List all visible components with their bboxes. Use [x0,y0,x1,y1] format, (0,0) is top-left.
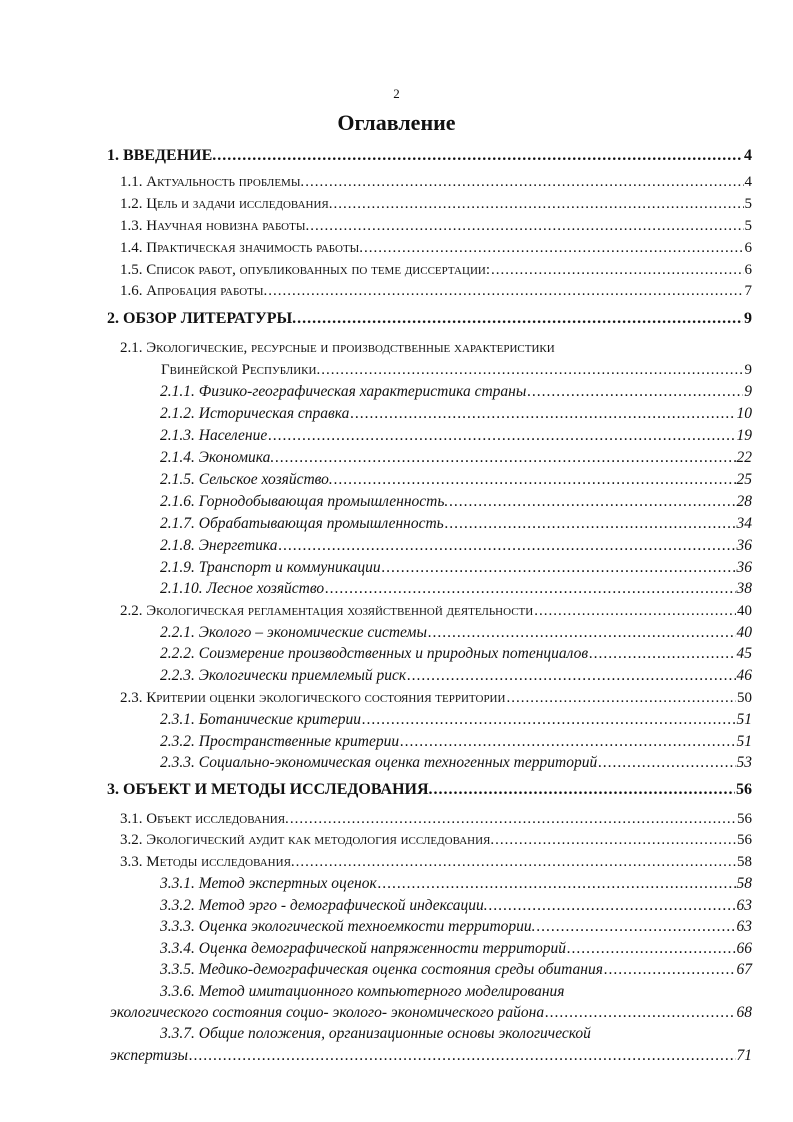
toc-entry-title: 2.3. Критерии оценки экологического состояния территории [120,690,506,706]
toc-entry-page: 63 [736,897,752,914]
toc-entry[interactable] [160,896,752,916]
dot-leader [495,830,736,850]
toc-entry-title: 1. ВВЕДЕНИЕ. [107,147,217,164]
toc-entry-page: 56 [737,832,752,848]
toc-entry-continuation[interactable] [110,1046,752,1066]
dot-leader [321,360,743,380]
toc-entry-page: 19 [736,427,752,444]
toc-entry-page: 5 [744,218,752,234]
toc-entry[interactable] [160,644,752,664]
toc-entry-page: 66 [736,940,752,957]
toc-entry-title: 2.1.4. Экономика. [160,449,275,466]
toc-entry-page: 46 [736,667,752,684]
dot-leader [334,470,736,490]
toc-entry-title: 3.3.3. Оценка экологической техноемкости территории. [160,918,536,935]
toc-entry-page: 6 [744,240,752,256]
toc-entry-page: 45 [736,645,752,662]
toc-entry-title: 1.5. Список работ, опубликованных по теме диссертации: [120,262,490,278]
toc-entry[interactable] [160,874,752,894]
toc-entry[interactable] [107,309,752,329]
page-number: 2 [393,86,400,101]
toc-entry-title: 2.2.1. Эколого – экономические системы [160,624,427,641]
toc-entry-page: 34 [736,515,752,532]
toc-entry-page: 10 [736,405,752,422]
toc-entry-title: 2.2. Экологическая регламентация хозяйственной деятельности [120,603,534,619]
toc-entry-page: 68 [736,1004,752,1021]
dot-leader [506,688,736,708]
dot-leader [275,448,735,468]
dot-leader [189,1046,735,1066]
dot-leader [449,492,735,512]
toc-entry[interactable] [160,382,752,402]
toc-entry[interactable] [120,601,752,621]
toc-entry[interactable] [160,623,752,643]
toc-entry[interactable] [107,146,752,166]
toc-entry[interactable] [120,238,752,258]
toc-entry-continuation[interactable] [110,1003,752,1023]
toc-entry-title: 3.2. Экологический аудит как методология исследования. [120,832,495,848]
toc-entry-page: 9 [744,383,752,400]
toc-entry-title: 2.1.2. Историческая справка [160,405,350,422]
dot-leader [491,260,744,280]
dot-leader [305,172,743,192]
toc-entry-title-continuation: экспертизы [110,1047,189,1064]
toc-entry-title: 3.3.7. Общие положения, организационные основы экологической [160,1025,591,1042]
toc-entry-page: 36 [736,537,752,554]
toc-entry-title: 1.1. Актуальность проблемы. [120,174,305,190]
toc-entry-page: 71 [736,1047,752,1064]
toc-entry-page: 28 [736,493,752,510]
toc-entry[interactable] [120,216,752,236]
toc-entry-title: 2.1.3. Население [160,427,268,444]
dot-leader [325,579,735,599]
dot-leader [434,780,735,800]
toc-entry[interactable] [160,558,752,578]
toc-entry-page: 6 [744,262,752,278]
toc-entry[interactable] [160,579,752,599]
dot-leader [489,896,736,916]
toc-entry-page: 50 [737,690,752,706]
dot-leader [297,309,743,329]
toc-entry-title: 2.3.3. Социально-экономическая оценка техногенных территорий [160,754,598,771]
toc-entry-title: 3.3.2. Метод эрго - демографической индексации. [160,897,488,914]
dot-leader [567,939,736,959]
toc-entry[interactable] [160,1024,591,1044]
toc-entry-page: 9 [744,362,752,378]
toc-entry-title: 2.1.6. Горнодобывающая промышленность. [160,493,449,510]
dot-leader [382,558,736,578]
page-title: Оглавление [337,110,456,135]
toc-entry-page: 56 [737,811,752,827]
toc-entry[interactable] [120,281,752,301]
toc-entry-title: 2.1.10. Лесное хозяйство [160,580,325,597]
dot-leader [217,146,743,166]
toc-entry-title: 2.3.1. Ботанические критерии [160,711,361,728]
toc-entry[interactable] [120,260,752,280]
dot-leader [598,753,735,773]
toc-entry-title: 3.3.4. Оценка демографической напряженности территорий [160,940,566,957]
dot-leader [428,623,736,643]
toc-entry-page: 58 [736,875,752,892]
toc-entry[interactable] [107,780,752,800]
toc-entry[interactable] [160,514,752,534]
toc-entry[interactable] [120,809,752,829]
toc-entry[interactable] [160,426,752,446]
dot-leader [445,514,736,534]
toc-entry[interactable] [120,338,555,358]
toc-entry-continuation[interactable] [161,360,752,380]
toc-entry[interactable] [120,852,752,872]
dot-leader [378,874,736,894]
toc-entry-page: 22 [736,449,752,466]
toc-entry[interactable] [160,939,752,959]
toc-entry[interactable] [160,404,752,424]
dot-leader [364,238,743,258]
toc-entry[interactable] [120,194,752,214]
toc-entry-page: 58 [737,854,752,870]
dot-leader [537,917,736,937]
toc-entry-title-continuation: экологического состояния социо- эколого- экономического района [110,1004,545,1021]
dot-leader [296,852,736,872]
dot-leader [604,960,736,980]
toc-entry[interactable] [160,753,752,773]
toc-entry-title: 3.3. Методы исследования. [120,854,295,870]
toc-entry-page: 63 [736,918,752,935]
toc-entry-page: 56 [736,781,752,798]
dot-leader [362,710,736,730]
toc-entry-page: 51 [736,733,752,750]
toc-entry-page: 40 [736,624,752,641]
dot-leader [290,809,736,829]
toc-entry-title: 3. ОБЪЕКТ И МЕТОДЫ ИССЛЕДОВАНИЯ. [107,781,433,798]
toc-entry-page: 67 [736,961,752,978]
toc-entry-title: 1.4. Практическая значимость работы. [120,240,364,256]
toc-entry-title: 2.2.2. Соизмерение производственных и природных потенциалов [160,645,589,662]
toc-entry-title: 1.6. Апробация работы. [120,283,268,299]
dot-leader [350,404,735,424]
toc-entry-page: 51 [736,711,752,728]
dot-leader [527,382,743,402]
toc-entry-page: 5 [744,196,752,212]
dot-leader [534,601,736,621]
toc-entry-title: 2.1.5. Сельское хозяйство. [160,471,333,488]
dot-leader [589,644,735,664]
toc-entry[interactable] [160,960,752,980]
toc-entry-page: 38 [736,580,752,597]
dot-leader [310,216,743,236]
dot-leader [268,281,743,301]
toc-entry-title: 1.2. Цель и задачи исследования. [120,196,333,212]
toc-entry-page: 4 [744,174,752,190]
toc-entry-title: 2.2.3. Экологически приемлемый риск [160,667,407,684]
toc-entry-title-continuation: Гвинейской Республики. [161,362,321,378]
toc-entry-title: 2. ОБЗОР ЛИТЕРАТУРЫ. [107,310,297,327]
toc-entry[interactable] [160,492,752,512]
toc-entry[interactable] [160,982,565,1002]
dot-leader [279,536,736,556]
toc-entry-title: 1.3. Научная новизна работы. [120,218,310,234]
dot-leader [400,732,735,752]
toc-entry-title: 2.1.7. Обрабатывающая промышленность [160,515,444,532]
toc-entry-title: 3.1. Объект исследования. [120,811,289,827]
toc-entry-title: 2.1.8. Энергетика [160,537,278,554]
toc-entry[interactable] [160,536,752,556]
toc-entry-title: 2.1. Экологические, ресурсные и производственные характеристики [120,340,555,356]
toc-entry[interactable] [120,688,752,708]
toc-entry-page: 53 [736,754,752,771]
toc-entry-page: 36 [736,559,752,576]
toc-entry[interactable] [160,448,752,468]
toc-entry[interactable] [160,470,752,490]
dot-leader [334,194,744,214]
toc-entry-title: 2.1.9. Транспорт и коммуникации [160,559,381,576]
toc-entry-page: 7 [744,283,752,299]
toc-entry-page: 40 [737,603,752,619]
toc-entry[interactable] [160,666,752,686]
toc-entry-page: 4 [744,147,752,164]
dot-leader [407,666,735,686]
toc-entry[interactable] [120,172,752,192]
toc-entry-title: 3.3.1. Метод экспертных оценок [160,875,377,892]
toc-entry[interactable] [160,917,752,937]
toc-entry-page: 9 [744,310,752,327]
dot-leader [545,1003,735,1023]
toc-entry[interactable] [160,710,752,730]
toc-entry[interactable] [160,732,752,752]
toc-entry-title: 2.3.2. Пространственные критерии [160,733,400,750]
dot-leader [268,426,735,446]
toc-entry-title: 3.3.5. Медико-демографическая оценка состояния среды обитания [160,961,603,978]
toc-entry-title: 3.3.6. Метод имитационного компьютерного моделирования [160,983,565,1000]
toc-entry-page: 25 [736,471,752,488]
toc-entry[interactable] [120,830,752,850]
toc-entry-title: 2.1.1. Физико-географическая характеристика страны [160,383,527,400]
